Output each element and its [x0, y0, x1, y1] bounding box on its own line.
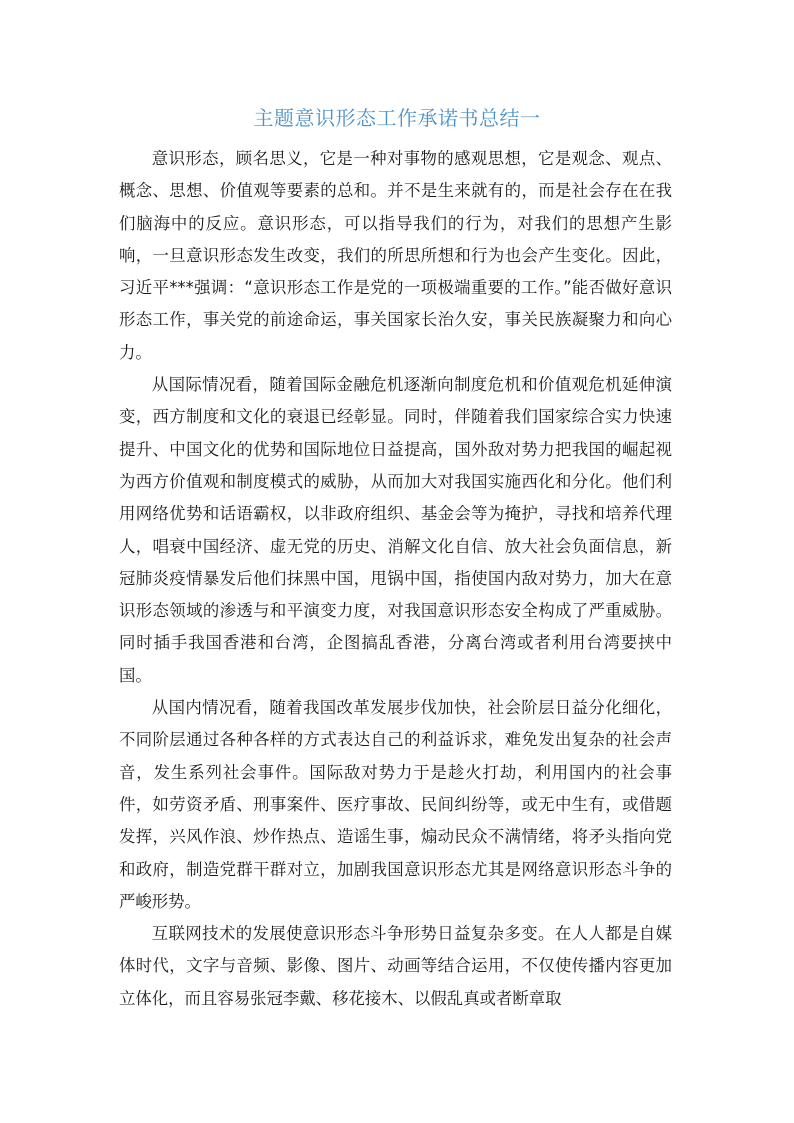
paragraph: 意识形态，顾名思义，它是一种对事物的感观思想，它是观念、观点、概念、思想、价值观等要素的总和。并不是生来就有的，而是社会存在在我们脑海中的反应。意识形态，可以指导我们的行为，对我们的思想产生影响，一旦意识形态发生改变，我们的所思所想和行为也会产生变化。因此，习近平***强调：“意识形态工作是党的一项极端重要的工作。”能否做好意识形态工作，事关党的前途命运，事关国家长治久安，事关民族凝聚力和向心力。	[119, 149, 672, 362]
paragraph: 互联网技术的发展使意识形态斗争形势日益复杂多变。在人人都是自媒体时代，文字与音频、影像、图片、动画等结合运用，不仅使传播内容更加立体化，而且容易张冠李戴、移花接木、以假乱真或者断章取	[119, 924, 672, 1008]
paragraph: 从国际情况看，随着国际金融危机逐渐向制度危机和价值观危机延伸演变，西方制度和文化的衰退已经彰显。同时，伴随着我们国家综合实力快速提升、中国文化的优势和国际地位日益提高，国外敌对势力把我国的崛起视为西方价值观和制度模式的威胁，从而加大对我国实施西化和分化。他们利用网络优势和话语霸权，以非政府组织、基金会等为掩护，寻找和培养代理人，唱衰中国经济、虚无党的历史、消解文化自信、放大社会负面信息，新冠肺炎疫情暴发后他们抹黑中国，甩锅中国，指使国内敌对势力，加大在意识形态领域的渗透与和平演变力度，对我国意识形态安全构成了严重威胁。同时插手我国香港和台湾，企图搞乱香港，分离台湾或者利用台湾要挟中国。	[119, 375, 672, 685]
document-body	[119, 143, 672, 1015]
document-title: 主题意识形态工作承诺书总结一	[253, 106, 541, 130]
paragraph: 从国内情况看，随着我国改革发展步伐加快，社会阶层日益分化细化，不同阶层通过各种各样的方式表达自己的利益诉求，难免发出复杂的社会声音，发生系列社会事件。国际敌对势力于是趁火打劫，利用国内的社会事件，如劳资矛盾、刑事案件、医疗事故、民间纠纷等，或无中生有，或借题发挥，兴风作浪、炒作热点、造谣生事，煽动民众不满情绪，将矛头指向党和政府，制造党群干群对立，加剧我国意识形态尤其是网络意识形态斗争的严峻形势。	[119, 698, 672, 911]
